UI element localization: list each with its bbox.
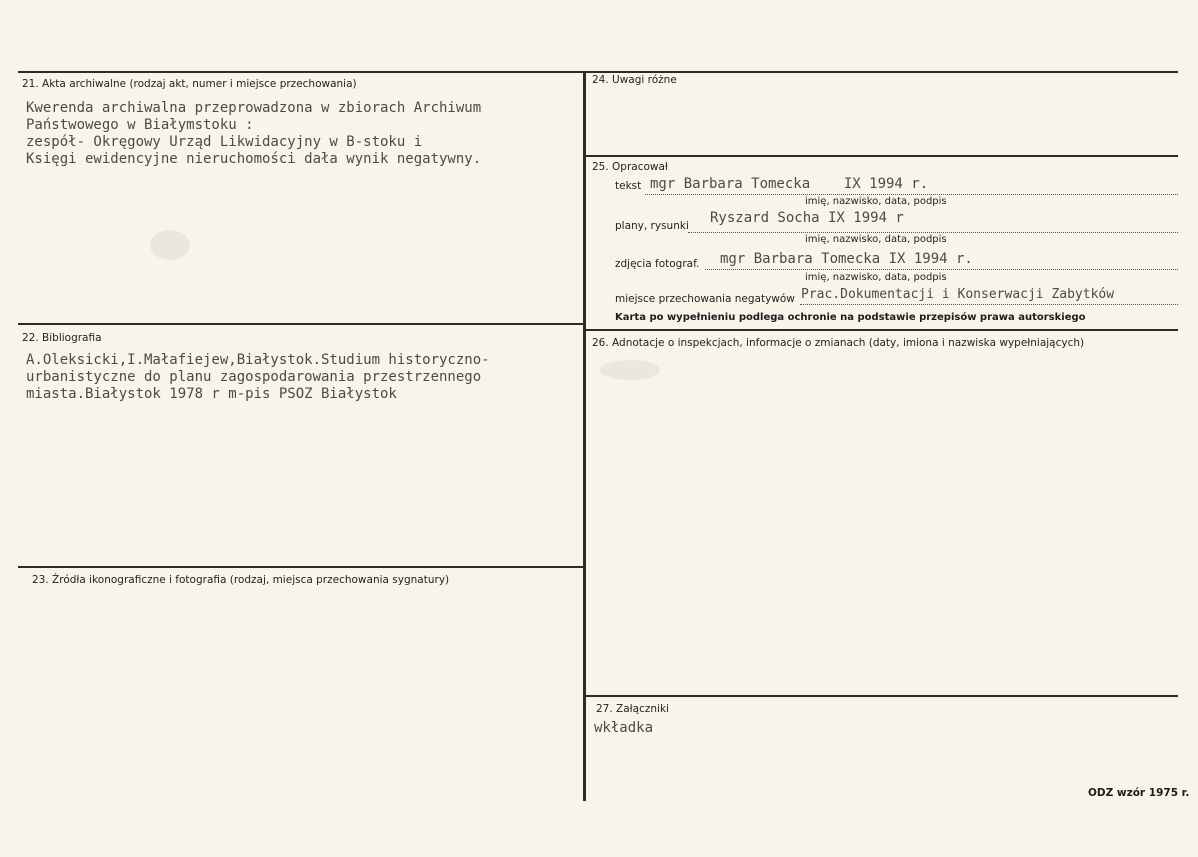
section-22-label: 22. Bibliografia [22, 332, 102, 344]
field-plany-label: plany, rysunki [615, 220, 689, 232]
section-22-line-1: A.Oleksicki,I.Małafiejew,Białystok.Studium historyczno- [26, 352, 490, 368]
field-zdjecia-label: zdjęcia fotograf. [615, 258, 700, 270]
field-zdjecia-value: mgr Barbara Tomecka IX 1994 r. [720, 251, 973, 267]
rule-24-25 [586, 155, 1178, 157]
rule-26-27 [586, 695, 1178, 697]
field-plany-caption: imię, nazwisko, data, podpis [805, 234, 947, 245]
section-27-label: 27. Załączniki [596, 703, 669, 715]
section-21-line-4: Księgi ewidencyjne nieruchomości dała wynik negatywny. [26, 151, 482, 167]
field-zdjecia-line [705, 269, 1178, 270]
form-footer: ODZ wzór 1975 r. [1088, 787, 1190, 799]
rule-22-23 [18, 566, 583, 568]
top-rule [18, 71, 1178, 73]
section-24-label: 24. Uwagi różne [592, 74, 677, 86]
section-27-value: wkładka [594, 720, 654, 736]
section-26-label: 26. Adnotacje o inspekcjach, informacje o zmianach (daty, imiona i nazwiska wypełniających) [592, 337, 1085, 349]
field-tekst-caption: imię, nazwisko, data, podpis [805, 196, 947, 207]
field-tekst-value: mgr Barbara Tomecka IX 1994 r. [650, 176, 929, 192]
field-tekst-label: tekst [615, 180, 642, 192]
field-negatywy-line [800, 304, 1178, 305]
field-plany-value: Ryszard Socha IX 1994 r [710, 210, 904, 226]
rule-25-26 [586, 329, 1178, 331]
field-negatywy-value: Prac.Dokumentacji i Konserwacji Zabytków [801, 287, 1115, 302]
center-divider [583, 71, 586, 801]
section-21-line-3: zespół- Okręgowy Urząd Likwidacyjny w B-stoku i [26, 134, 423, 150]
paper-stain [600, 360, 660, 380]
field-tekst-line [645, 194, 1178, 195]
paper-stain [150, 230, 190, 260]
section-22-line-2: urbanistyczne do planu zagospodarowania przestrzennego [26, 369, 482, 385]
copyright-note: Karta po wypełnieniu podlega ochronie na podstawie przepisów prawa autorskiego [615, 312, 1086, 323]
section-21-line-1: Kwerenda archiwalna przeprowadzona w zbiorach Archiwum [26, 100, 482, 116]
field-zdjecia-caption: imię, nazwisko, data, podpis [805, 272, 947, 283]
rule-21-22 [18, 323, 583, 325]
section-23-label: 23. Źródła ikonograficzne i fotografia (rodzaj, miejsca przechowania sygnatury) [32, 574, 450, 586]
section-25-label: 25. Opracował [592, 161, 668, 173]
section-21-line-2: Państwowego w Białymstoku : [26, 117, 254, 133]
section-21-label: 21. Akta archiwalne (rodzaj akt, numer i miejsce przechowania) [22, 78, 357, 90]
field-plany-line [688, 232, 1178, 233]
field-negatywy-label: miejsce przechowania negatywów [615, 293, 795, 305]
section-22-line-3: miasta.Białystok 1978 r m-pis PSOZ Białystok [26, 386, 397, 402]
